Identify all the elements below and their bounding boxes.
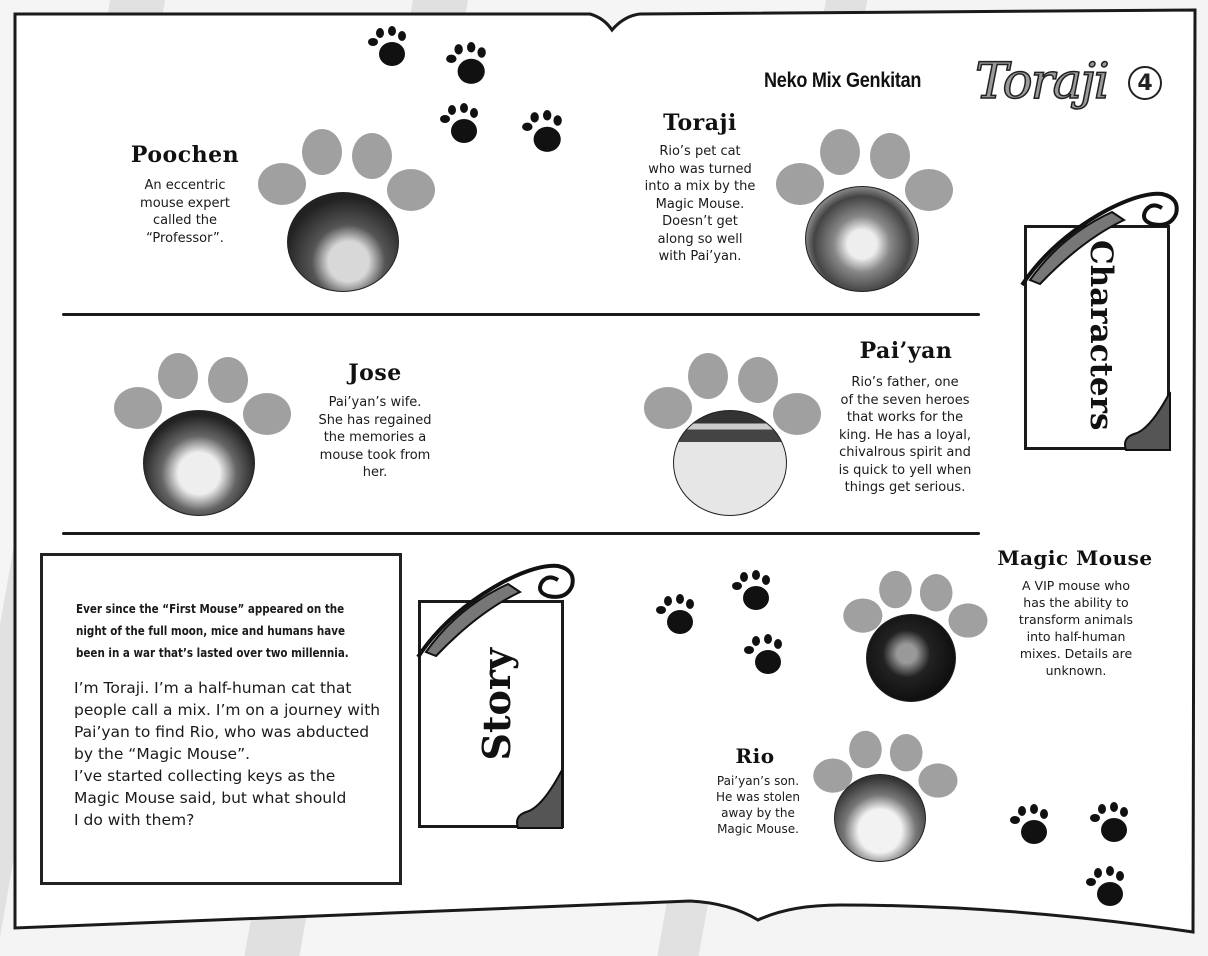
character-name-magic-mouse: Magic Mouse xyxy=(997,546,1153,570)
portrait-paiyan xyxy=(673,410,787,516)
story-line: I’m Toraji. I’m a half-human cat that xyxy=(74,679,352,697)
portrait-toraji xyxy=(805,186,919,292)
paw-print-icon xyxy=(438,103,482,145)
desc-line: Doesn’t get xyxy=(662,214,738,229)
paw-print-icon xyxy=(1084,866,1128,908)
character-name-toraji: Toraji xyxy=(663,110,737,136)
portrait-rio xyxy=(834,774,926,862)
paw-print-icon xyxy=(366,26,410,68)
desc-line: Rio’s pet cat xyxy=(659,144,741,159)
story-line: Magic Mouse said, but what should xyxy=(74,789,347,807)
character-desc-paiyan xyxy=(822,374,988,497)
desc-line: with Pai’yan. xyxy=(658,249,742,264)
story-line: Pai’yan to find Rio, who was abducted xyxy=(74,723,370,741)
desc-line: her. xyxy=(362,465,388,480)
story-label: Story xyxy=(474,648,519,761)
desc-line: “Professor”. xyxy=(146,230,224,246)
portrait-jose xyxy=(143,410,255,516)
desc-line: transform animals xyxy=(1018,612,1134,627)
quill-icon xyxy=(1012,180,1182,290)
portrait-poochen xyxy=(287,192,399,292)
story-line: I do with them? xyxy=(74,811,195,829)
desc-line: along so well xyxy=(657,231,743,247)
paw-print-icon xyxy=(654,594,698,636)
character-desc-toraji xyxy=(620,143,780,266)
desc-line: Magic Mouse. xyxy=(655,196,745,212)
desc-line: mouse took from xyxy=(319,447,431,463)
paw-print-icon xyxy=(520,110,566,154)
toraji-logo: Toraji xyxy=(975,52,1108,110)
desc-line: An eccentric xyxy=(144,178,226,193)
desc-line: chivalrous spirit and xyxy=(839,445,971,460)
desc-line: Magic Mouse. xyxy=(717,822,799,836)
story-intro-line: been in a war that’s lasted over two millennia. xyxy=(76,645,349,660)
page-curl-icon xyxy=(512,768,566,830)
desc-line: A VIP mouse who xyxy=(1022,578,1130,593)
desc-line: Pai’yan’s wife. xyxy=(328,395,422,410)
desc-line: called the xyxy=(152,213,218,228)
desc-line: mixes. Details are xyxy=(1019,646,1133,661)
character-desc-magic-mouse xyxy=(1000,577,1152,679)
character-desc-jose xyxy=(300,394,450,482)
character-name-jose: Jose xyxy=(348,360,402,386)
desc-line: mouse expert xyxy=(140,195,230,211)
volume-number: 4 xyxy=(1128,66,1162,100)
section-divider xyxy=(62,532,980,535)
desc-line: who was turned xyxy=(648,161,752,177)
character-name-rio: Rio xyxy=(735,744,775,768)
desc-line: the memories a xyxy=(323,430,427,445)
desc-line: She has regained xyxy=(318,412,432,428)
paw-print-icon xyxy=(444,42,490,86)
portrait-magic-mouse xyxy=(866,614,956,702)
desc-line: away by the xyxy=(721,806,795,820)
desc-line: that works for the xyxy=(846,410,964,425)
desc-line: into half-human xyxy=(1026,629,1126,644)
desc-line: is quick to yell when xyxy=(838,462,972,478)
story-intro-line: Ever since the “First Mouse” appeared on the xyxy=(76,601,345,616)
story-intro-line: night of the full moon, mice and humans have xyxy=(76,623,345,638)
series-title: Neko Mix Genkitan xyxy=(764,69,922,92)
desc-line: into a mix by the xyxy=(644,179,756,194)
desc-line: things get serious. xyxy=(844,480,966,495)
desc-line: has the ability to xyxy=(1023,595,1129,610)
desc-line: He was stolen xyxy=(715,790,801,804)
story-intro xyxy=(76,598,370,664)
paw-print-icon xyxy=(742,634,786,676)
paw-print-icon xyxy=(1008,804,1052,846)
character-desc-poochen xyxy=(110,177,260,247)
character-name-paiyan: Pai’yan xyxy=(859,338,953,364)
story-line: people call a mix. I’m on a journey with xyxy=(74,701,381,719)
character-desc-rio xyxy=(700,773,816,837)
story-line: by the “Magic Mouse”. xyxy=(74,745,251,763)
paw-print-icon xyxy=(730,570,774,612)
characters-label: Characters xyxy=(1083,240,1119,431)
story-body xyxy=(74,677,404,831)
page-curl-icon xyxy=(1120,390,1174,452)
character-name-poochen: Poochen xyxy=(130,142,240,168)
quill-icon xyxy=(408,552,578,662)
paw-print-icon xyxy=(1088,802,1132,844)
section-divider xyxy=(62,313,980,316)
story-line: I’ve started collecting keys as the xyxy=(74,767,336,785)
desc-line: Rio’s father, one xyxy=(851,375,959,390)
desc-line: Pai’yan’s son. xyxy=(716,774,800,788)
desc-line: of the seven heroes xyxy=(840,392,970,408)
desc-line: king. He has a loyal, xyxy=(839,427,971,443)
desc-line: unknown. xyxy=(1045,663,1107,678)
